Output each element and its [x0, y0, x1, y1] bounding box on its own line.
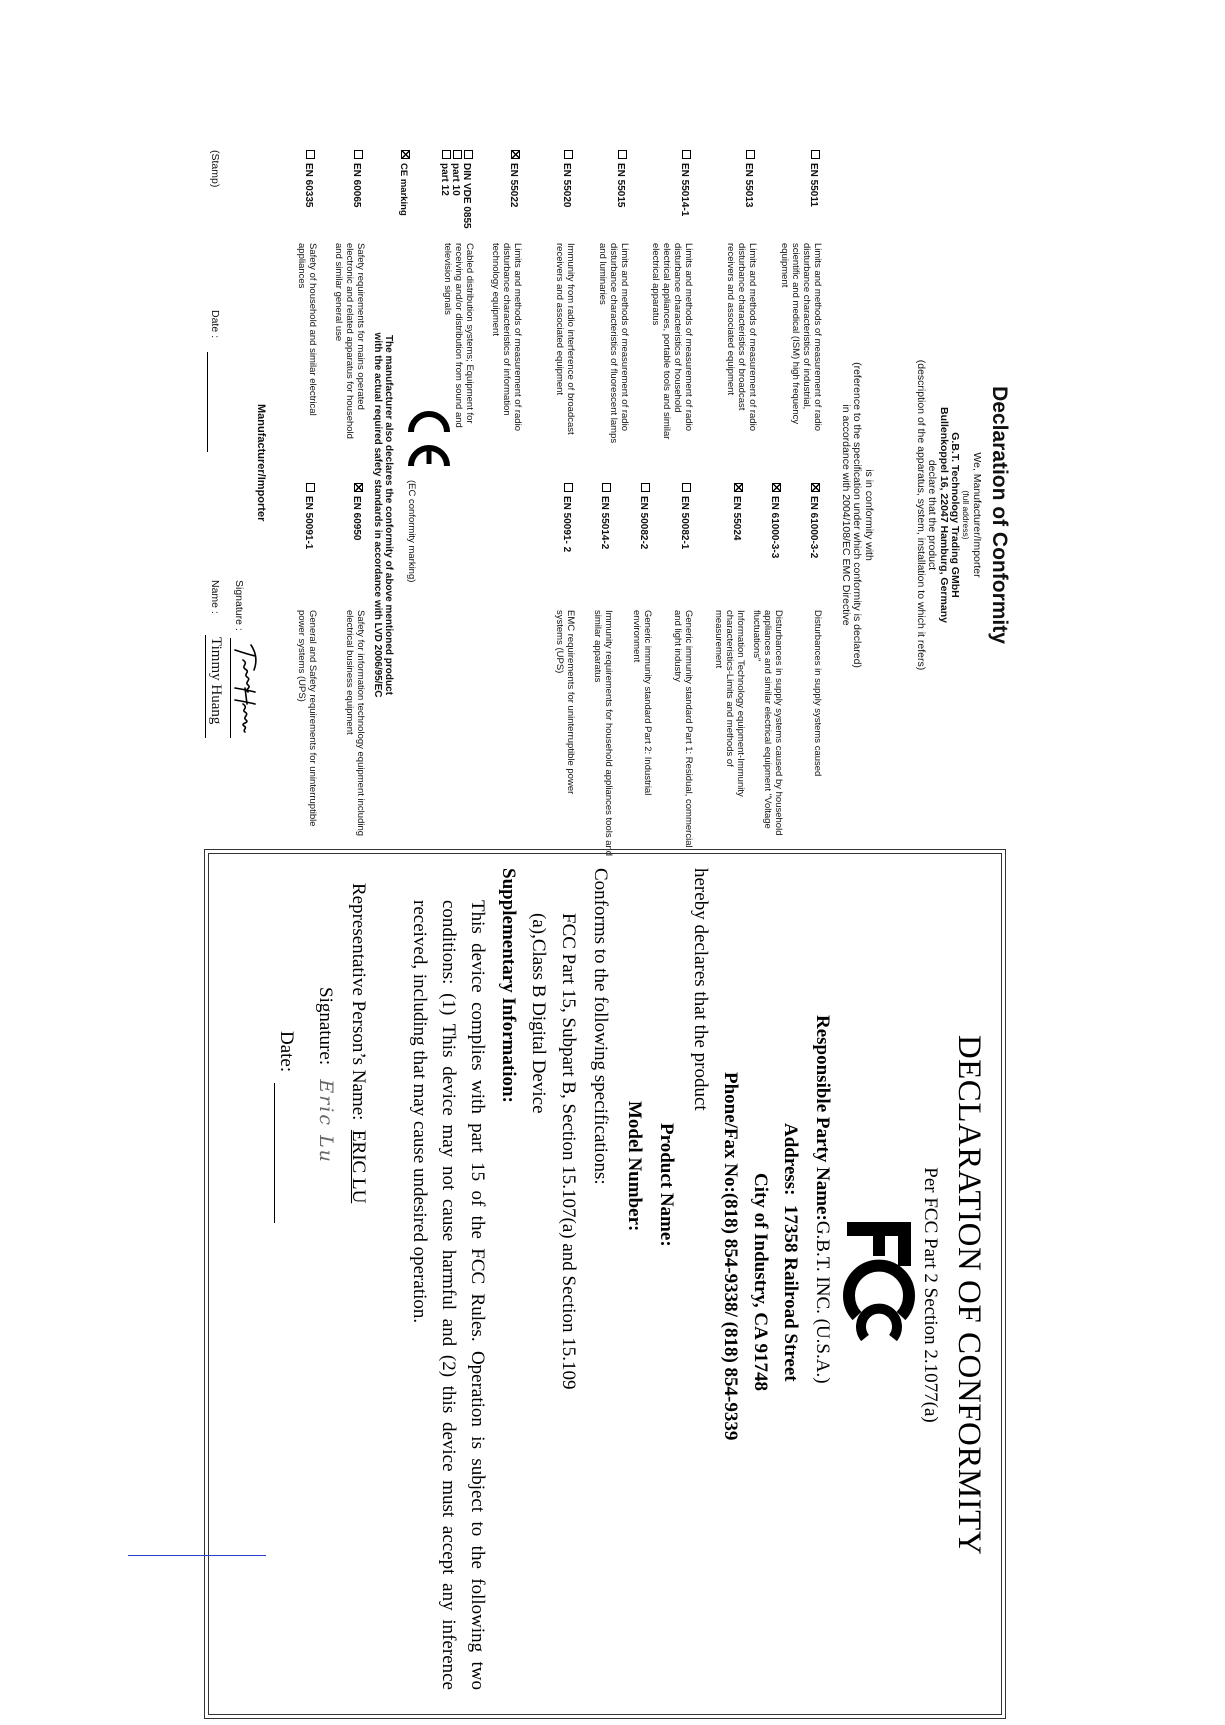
fcc-date-line — [274, 1083, 275, 1223]
std-desc: Disturbances in supply systems caused by household appliances and similar electrical equipment "Voltage fluctuations" — [751, 610, 784, 836]
std-desc: EMC requirements for uninterruptible power systems (UPS) — [554, 610, 576, 795]
ce-company: G.B.T. Technology Trading GMbH — [949, 432, 961, 598]
manufacturer-label: Manufacturer/Importer — [255, 404, 267, 522]
std-code: EN 60950 — [351, 483, 363, 540]
std-desc: Limits and methods of measurement of radio disturbance characteristics of industrial, scientific and medical (ISM) high frequency equipment — [779, 243, 823, 431]
std-desc: Generic immunity standard Part 1: Residual, commercial and light industry — [672, 610, 694, 848]
std-code: EN 50091-1 — [303, 483, 315, 549]
address-row: Address: 17358 Railroad Street — [780, 1123, 801, 1382]
checkbox-icon — [354, 150, 363, 159]
checkbox-icon — [641, 483, 650, 492]
std-desc: Information Technology equipment-Immunity characteristics-Limits and methods of measurement — [713, 610, 746, 797]
supplementary-label: Supplementary Information: — [498, 868, 519, 1103]
product-name-label: Product Name: — [656, 1123, 677, 1247]
lvd-line-2: with the actual required safety standards in accordance with LVD 2006/95/EC — [372, 332, 383, 698]
ce-conformity: is in conformity with — [863, 469, 875, 561]
supplementary-text: This device complies with part 15 of the FCC Rules. Operation is subject to the following two conditions: (1) This device may not cause harmful and (2) this device must accept any inference received, including that may cause undesired operation. — [409, 900, 488, 1690]
signature-row: Signature: Eric Lu — [315, 987, 337, 1164]
date-row: Date: — [276, 1031, 297, 1073]
name-value: Timmy Huang — [208, 637, 224, 725]
model-number-label: Model Number: — [624, 1101, 645, 1232]
checkbox-icon — [564, 483, 573, 492]
signature-line — [230, 638, 232, 738]
std-code: EN 55011 — [808, 150, 820, 207]
std-code: EN 60335 — [303, 150, 315, 207]
checkbox-icon — [746, 150, 755, 159]
signature-timmy-huang — [231, 642, 261, 734]
ce-description: (description of the apparatus, system, installation to which it refers) — [915, 359, 927, 671]
ce-full-address: (full address) — [961, 490, 971, 540]
std-desc: Limits and methods of measurement of radio disturbance characteristics of information technology equipment — [490, 243, 523, 431]
std-desc: Immunity requirements for household appliances tools and similar apparatus — [592, 610, 614, 857]
signature-label: Signature : — [233, 580, 245, 631]
checked-box-icon — [401, 150, 410, 159]
ce-mark-icon — [405, 402, 453, 472]
std-desc: Safety requirements for mains operated electronic and related apparatus for household and similar general use — [333, 243, 366, 439]
checkbox-icon — [306, 483, 315, 492]
ec-caption: (EC conformity marking) — [406, 480, 417, 583]
hereby-row: hereby declares that the product — [690, 868, 711, 1111]
phone-row: Phone/Fax No:(818) 854-9338/ (818) 854-9339 — [720, 1072, 741, 1441]
std-code: EN 55014-1 — [679, 150, 691, 216]
fcc-title: DECLARATION OF CONFORMITY — [951, 1034, 987, 1556]
std-desc: Limits and methods of measurement of radio disturbance characteristics of broadcast receivers and associated equipment — [725, 243, 758, 431]
checkbox-icon — [453, 150, 462, 159]
ce-marking-label: CE marking — [398, 150, 410, 216]
std-desc: Cabled distribution systems; Equipment for receiving and/or distribution from sound and television signals — [442, 243, 475, 428]
std-code: EN 55020 — [561, 150, 573, 207]
std-desc: General and Safety requirements for uninterruptible power systems (UPS) — [296, 610, 318, 827]
checkbox-icon — [811, 150, 820, 159]
date-label: Date : — [209, 310, 221, 339]
checkbox-icon — [464, 150, 473, 159]
std-code: EN 50091- 2 — [561, 483, 573, 552]
std-desc: Generic immunity standard Part 2: Industrial environment — [631, 610, 653, 796]
representative-row: Representative Person’s Name: ERIC LU — [348, 883, 369, 1204]
name-line — [205, 635, 207, 738]
link-underline[interactable] — [128, 1555, 266, 1556]
date-line — [207, 352, 209, 452]
std-desc: Immunity from radio interference of broadcast receivers and associated equipment — [554, 243, 576, 435]
fcc-declaration-page — [207, 865, 997, 1725]
ce-title: Declaration of Conformity — [988, 386, 1011, 644]
city-row: City of Industry, CA 91748 — [750, 1173, 771, 1391]
std-code: EN 55013 — [743, 150, 755, 207]
std-code: EN 55014-2 — [599, 483, 611, 549]
std-desc: Safety of household and similar electrical appliances — [296, 243, 318, 416]
stamp-label: (Stamp) — [209, 150, 221, 188]
std-code: EN 50082-1 — [679, 483, 691, 549]
ce-address: Bullenkoppel 16, 22047 Hamburg, Germany — [938, 407, 950, 623]
std-code: EN 61000-3-2 — [808, 483, 820, 558]
ce-we: We, Manufacturer/Importer — [971, 452, 983, 578]
responsible-party: Responsible Party Name:G.B.T. INC. (U.S.A.) — [812, 1015, 833, 1384]
ce-directive: in accordance with 2004/108/EC EMC Directive — [840, 404, 852, 626]
std-code: part 10 — [450, 150, 462, 196]
checked-box-icon — [734, 483, 743, 492]
checked-box-icon — [811, 483, 820, 492]
std-code: EN 60065 — [351, 150, 363, 207]
name-label: Name : — [209, 580, 221, 614]
checkbox-icon — [682, 483, 691, 492]
spec-line-1: FCC Part 15, Subpart B, Section 15.107(a) and Section 15.109 — [558, 913, 579, 1390]
std-code: EN 55024 — [731, 483, 743, 540]
std-code: EN 50082-2 — [638, 483, 650, 549]
checked-box-icon — [354, 483, 363, 492]
conforms-row: Conforms to the following specifications: — [590, 868, 611, 1185]
checkbox-icon — [618, 150, 627, 159]
checked-box-icon — [511, 150, 520, 159]
std-desc: Disturbances in supply systems caused — [812, 610, 823, 777]
ce-reference: (reference to the specification under which conformity is declared) — [851, 362, 863, 668]
std-desc: Limits and methods of measurement of radio disturbance characteristics of fluorescent lamps and luminaries — [597, 243, 630, 444]
ce-declare: declare that the product — [926, 459, 938, 571]
checkbox-icon — [564, 150, 573, 159]
std-code: EN 61000-3-3 — [769, 483, 781, 558]
std-code: DIN VDE 0855 — [461, 150, 473, 229]
std-code: EN 55022 — [508, 150, 520, 207]
fcc-logo-icon — [843, 1220, 915, 1360]
checkbox-icon — [306, 150, 315, 159]
std-desc: Safety for information technology equipment including electrical business equipment — [344, 610, 366, 837]
checkbox-icon — [682, 150, 691, 159]
std-code: part 12 — [439, 150, 451, 196]
std-desc: Limits and methods of measurement of radio disturbance characteristics of household electrical appliances, portable tools and similar electrical apparatus — [650, 243, 694, 440]
ce-declaration-page — [203, 150, 1013, 880]
std-code: EN 55015 — [615, 150, 627, 207]
spec-line-2: (a),Class B Digital Device — [528, 913, 549, 1114]
checked-box-icon — [772, 483, 781, 492]
checkbox-icon — [442, 150, 451, 159]
fcc-subtitle: Per FCC Part 2 Section 2.1077(a) — [920, 1167, 941, 1423]
lvd-line-1: The manufacturer also declares the conformity of above mentioned product — [383, 334, 394, 696]
checkbox-icon — [602, 483, 611, 492]
